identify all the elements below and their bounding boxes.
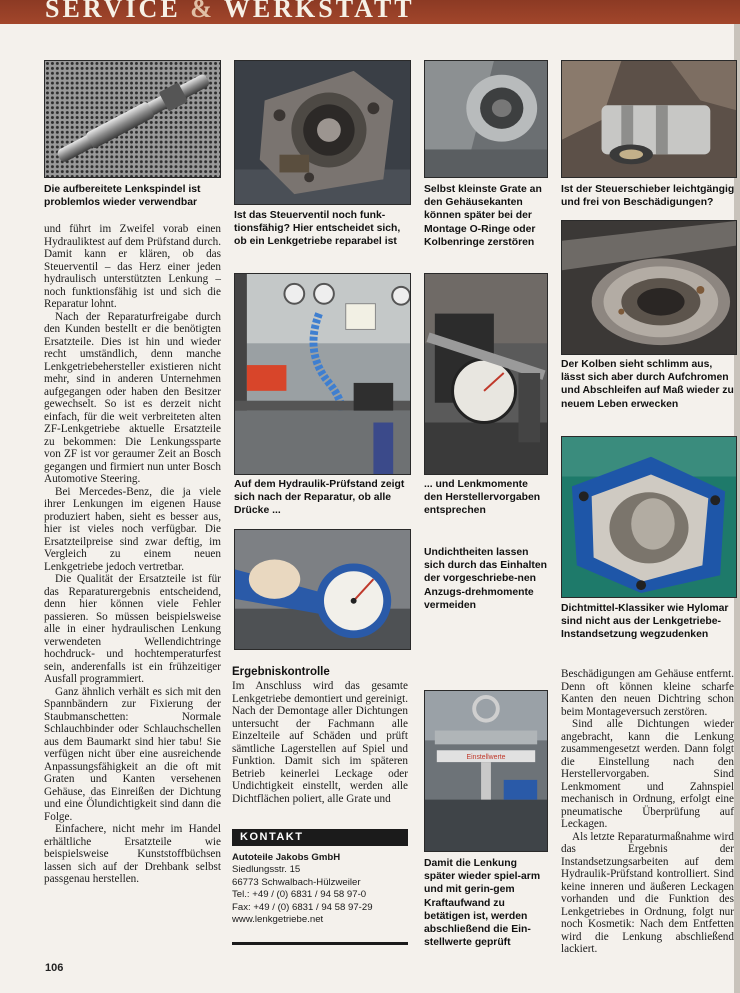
section-heading-ergebniskontrolle: Ergebniskontrolle (232, 666, 330, 678)
paragraph: Nach der Reparaturfreigabe durch den Kunden bestellt er die benötigten Ersatzteile. Dies ist hin und wieder recht umständlich, denn manche Lenkgetriebehersteller existieren nicht mehr, sind in anderen Unternehmen aufgegangen oder haben den Besitzer gewechselt. So ist es derzeit nicht einfach, für die weit verbreiteten alten ZF-Lenkgetriebe aktuelle Ersatzteile zu bekommen: Die Lenkungssparte von ZF ist vor geraumer Zeit an Bosch gegangen und firmiert nun unter Bosch Automotive Steering. (44, 310, 221, 485)
photo-sealant-housing (561, 436, 737, 598)
kontakt-company: Autoteile Jakobs GmbH (232, 852, 341, 863)
paragraph: Die Qualität der Ersatzteile ist für das Reparaturergebnis entscheidend, denn hier können viele Fehler passieren. So müssen beispielsweise alle in einer hydraulischen Lenkung verwendeten Wellendichtringe hochdruck- und hochtemperaturfest sein, anderenfalls ist ein frühzeitiger Ausfall programmiert. (44, 573, 221, 685)
paragraph: und führt im Zweifel vorab einen Hydrauliktest auf dem Prüfstand durch. Damit kann er klären, ob das Steuerventil – das Herz einer jeden hydraulisch unterstützten Lenkung – noch funktionsfähig ist und sich die Reparatur lohnt. (44, 223, 221, 310)
paragraph: Ganz ähnlich verhält es sich mit den Spannbändern zur Fixierung der Staubmanschetten: Normale Schlauchbinder oder Schlauchschellen aus dem Baumarkt sind hier tabu! Sie verfügen nicht über eine ausreichende Anpassungsfähigkeit an die oft mit Graten und Kanten versehenen Gehäuse, das Einreißen der Dichtung und eine Ölundichtigkeit sind dann die Folge. (44, 685, 221, 823)
photo-hydraulic-test-bench (234, 273, 411, 475)
caption-adjustment-check: Damit die Lenkung später wieder spiel-arm und mit gerin-gem Kraftaufwand zu betätigen ist, werden abschließend die Ein-stellwerte geprüft (424, 858, 541, 949)
caption-spindle: Die aufbereitete Lenkspindel ist problemlos wieder verwendbar (44, 184, 201, 209)
caption-torque-specs: Undichtheiten lassen sich durch das Einhalten der vorgeschriebe-nen Anzugs-drehmomente vermeiden (424, 547, 547, 611)
caption-sealant: Dichtmittel-Klassiker wie Hylomar sind nicht aus der Lenkgetriebe-Instandsetzung wegzudenken (561, 603, 729, 641)
body-ergebniskontrolle (232, 680, 408, 805)
caption-control-spool: Ist der Steuerschieber leichtgängig und frei von Beschädigungen? (561, 184, 735, 209)
kontakt-heading: KONTAKT (232, 829, 408, 846)
caption-piston: Der Kolben sieht schlimm aus, lässt sich aber durch Aufchromen und Abschleifen auf Maß wieder zu neuem Leben erwecken (561, 359, 734, 410)
kontakt-divider (232, 942, 408, 945)
paragraph: Bei Mercedes-Benz, die ja viele ihrer Lenkungen im eigenen Hause produziert haben, sieht es besser aus, hier ist vieles noch verfügbar. Die Ersatzteilpreise sind zwar deftig, im Vergleich zu einem neuen Lenkgetriebe jedoch vertretbar. (44, 485, 221, 573)
caption-housing-edges: Selbst kleinste Grate an den Gehäusekanten können später bei der Montage O-Ringe oder Kolbenringe zerstören (424, 184, 542, 248)
photo-label-einstellwerte: Einstellwerte (466, 754, 506, 762)
caption-torque-gauge: ... und Lenkmomente den Herstellervorgaben entsprechen (424, 479, 541, 517)
caption-control-valve: Ist das Steuerventil noch funk-tionsfähig? Hier entscheidet sich, ob ein Lenkgetriebe reparabel ist (234, 210, 401, 248)
paragraph: Als letzte Reparaturmaßnahme wird das Ergebnis der Instandsetzungsarbeiten auf dem Hydraulik-Prüfstand kontrolliert. Sind keine inneren und äußeren Leckagen vorhanden und die Funktion des Lenkgetriebes in Ordnung, folgt nur noch Kosmetik: Nach dem Entfetten wird die Lenkung abschließend lackiert. (561, 830, 734, 955)
kontakt-street: Siedlungsstr. 15 (232, 864, 301, 876)
caption-hydraulic-test-bench: Auf dem Hydraulik-Prüfstand zeigt sich nach der Reparatur, ob alle Drücke ... (234, 479, 405, 517)
kontakt-city: 66773 Schwalbach-Hülzweiler (232, 876, 361, 888)
photo-control-spool (561, 60, 737, 178)
section-title: SERVICE & WERKSTATT (45, 0, 415, 23)
paragraph: Beschädigungen am Gehäuse entfernt. Denn oft können kleine scharfe Kanten den neuen Dichtring schon beim Montageversuch zerstören. (561, 668, 734, 718)
photo-adjustment-check (424, 690, 548, 852)
photo-piston (561, 220, 737, 355)
kontakt-website[interactable]: www.lenkgetriebe.net (232, 914, 324, 926)
photo-steering-spindle (44, 60, 221, 178)
photo-control-valve (234, 60, 411, 205)
kontakt-fax: Fax: +49 / (0) 6831 / 94 58 97-29 (232, 901, 373, 913)
photo-torque-wrench (234, 529, 411, 650)
body-column-4 (561, 668, 734, 956)
paragraph: Sind alle Dichtungen wieder angebracht, kann die Lenkung zusammengesetzt werden. Dann folgt die Einstellung nach den Herstellervorgaben. Sind Lenkmoment und Zahnspiel mechanisch in Ordnung, erfolgt eine pneumatische Überprüfung auf Leckagen. (561, 718, 734, 830)
kontakt-phone: Tel.: +49 / (0) 6831 / 94 58 97-0 (232, 889, 367, 901)
body-column-1 (44, 223, 221, 886)
paragraph: Im Anschluss wird das gesamte Lenkgetriebe demontiert und gereinigt. Nach der Demontage aller Dichtungen untersucht der Fachmann alle Einzelteile auf Schäden und prüft sämtliche Lagerstellen auf Spiel und Funktion. Damit sich im späteren Betrieb keinerlei Leckage oder Undichtigkeit einstellt, werden alle Dichtflächen poliert, alle Grate und (232, 680, 408, 805)
photo-torque-gauge (424, 273, 548, 475)
page-number: 106 (45, 962, 64, 974)
paragraph: Einfachere, nicht mehr im Handel erhältliche Ersatzteile wie beispielsweise Kunststoffbüchsen lassen sich auf der Drehbank selbst passgenau herstellen. (44, 823, 221, 885)
photo-housing-edges (424, 60, 548, 178)
kontakt-details (232, 852, 408, 926)
